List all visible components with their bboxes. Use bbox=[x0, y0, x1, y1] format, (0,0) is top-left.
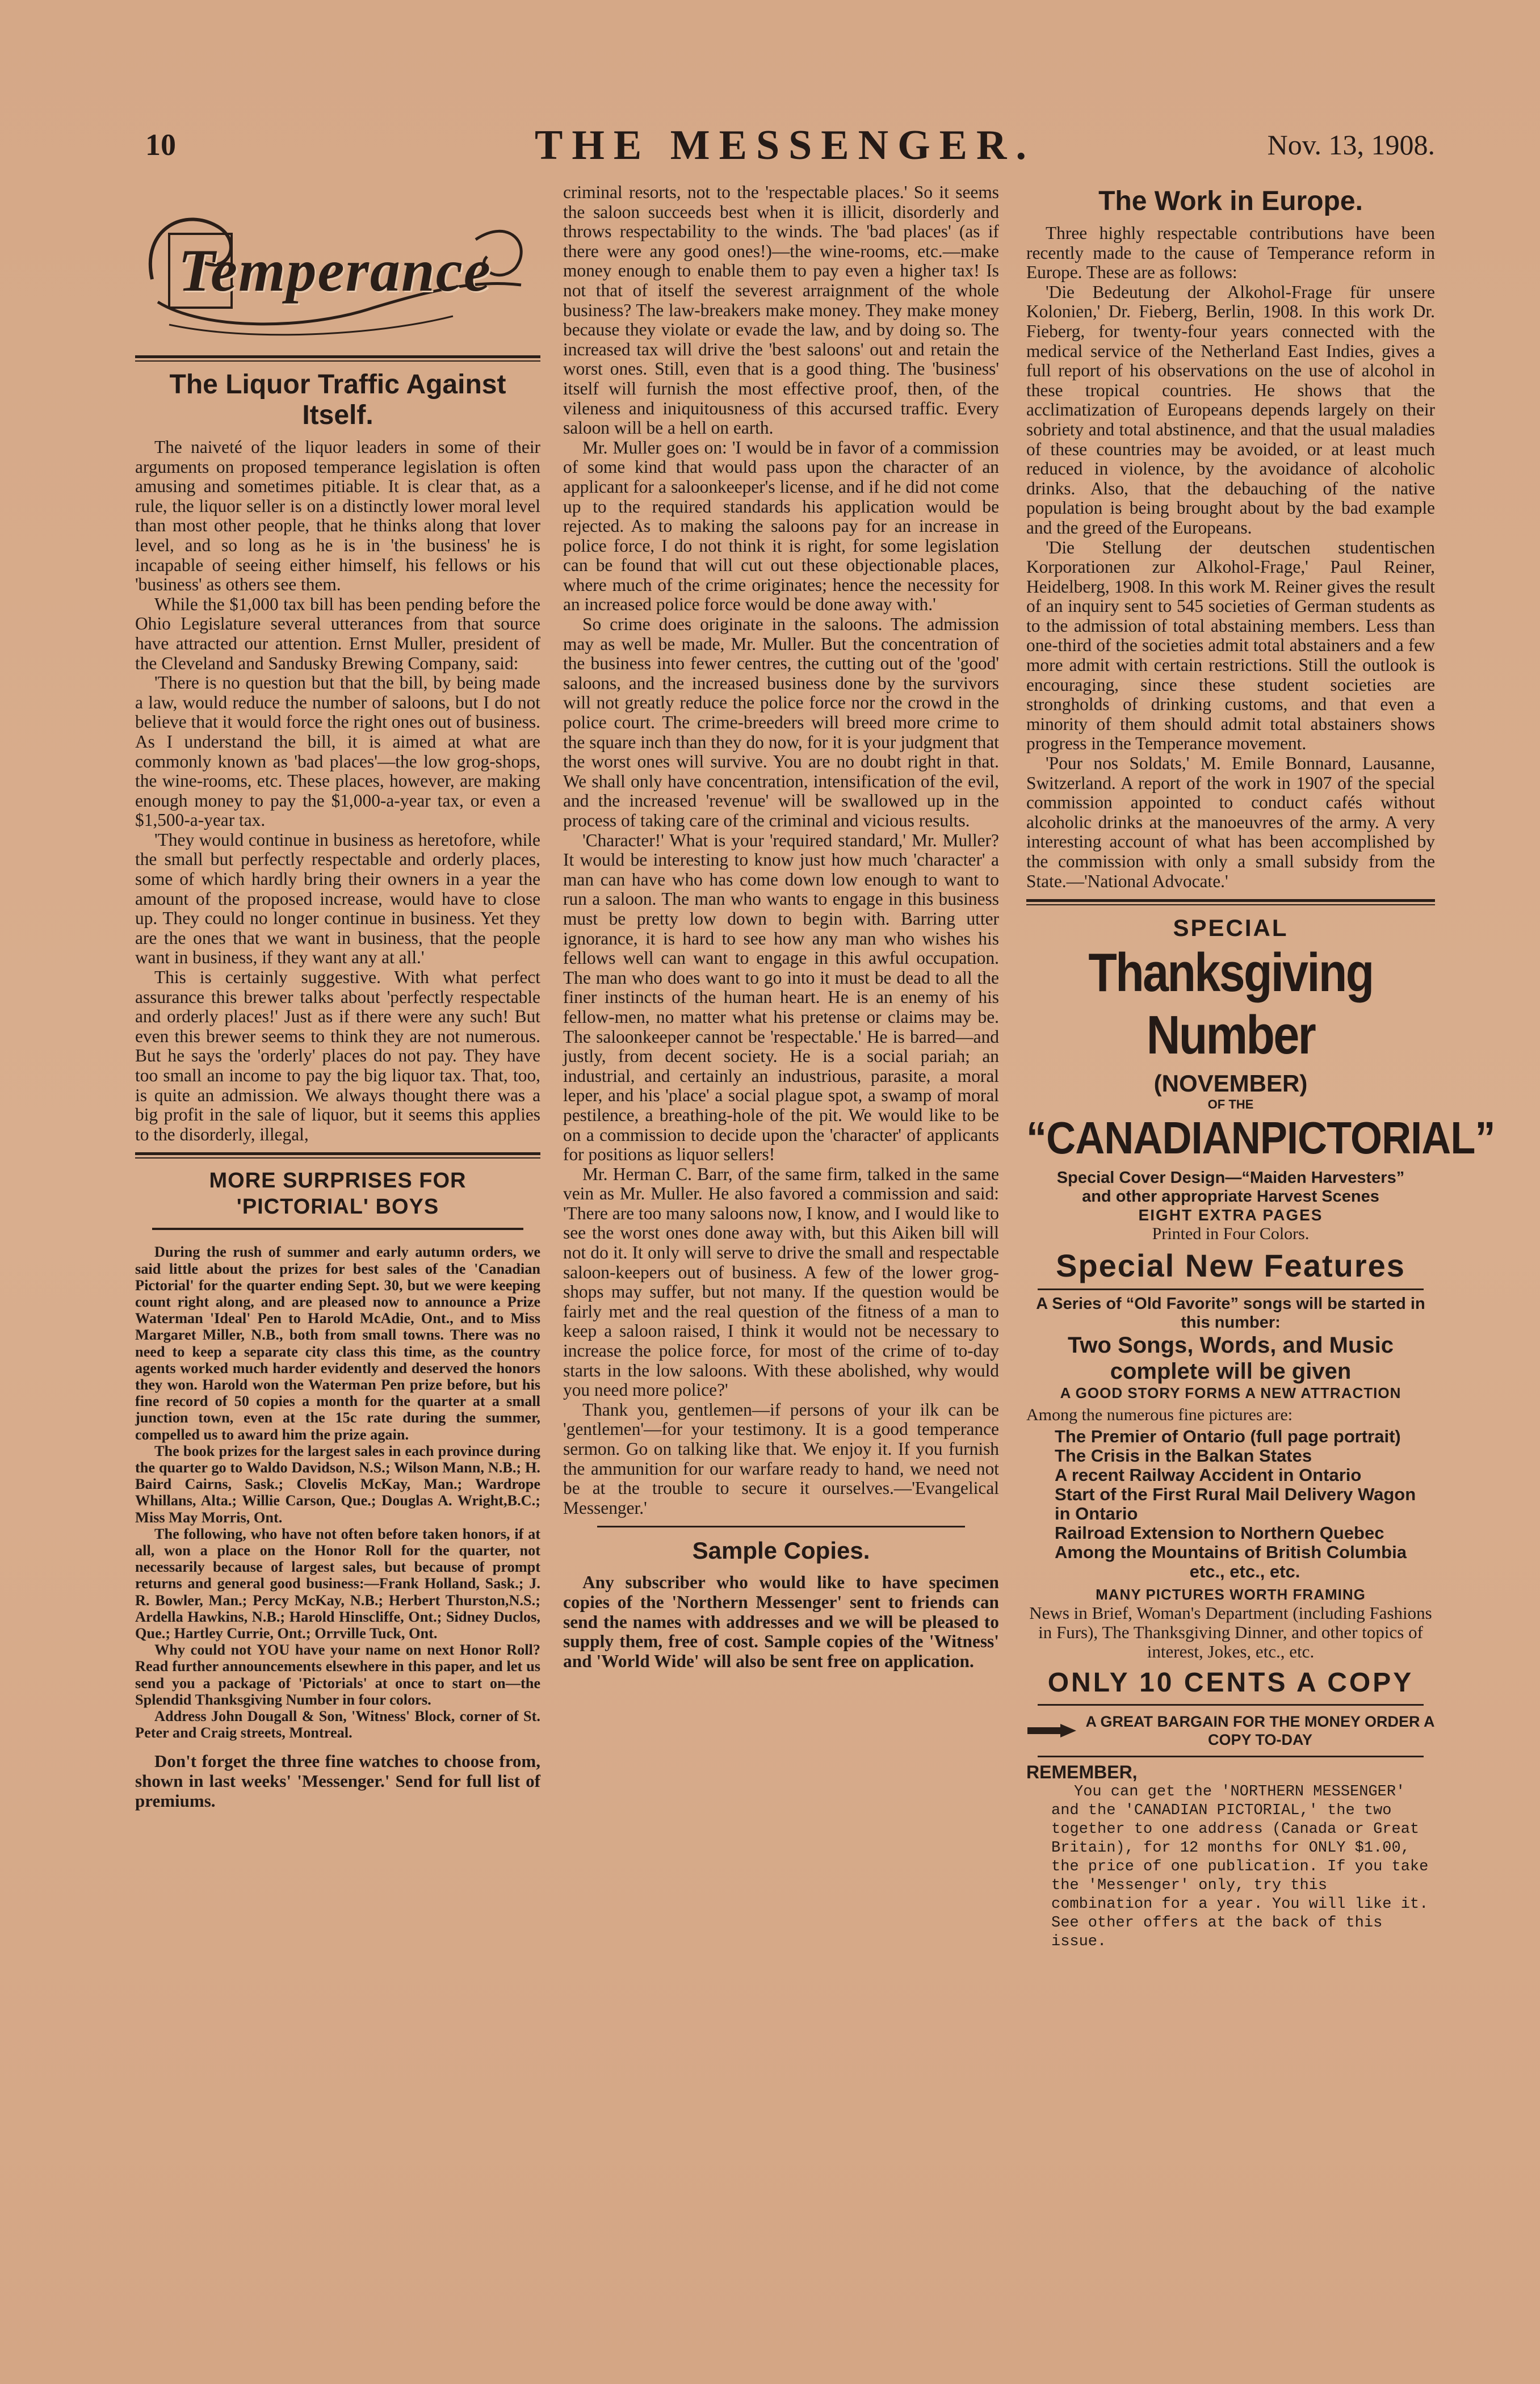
premiums-note bbox=[135, 1751, 540, 1811]
ad-november: (NOVEMBER) bbox=[1153, 1070, 1308, 1097]
paragraph: Mr. Herman C. Barr, of the same firm, talked in the same vein as Mr. Muller. He also favored a commission and said: 'There are too many saloons now, I know, and I would like to see the worst ones done away with, but this Aiken bill will not do it. It only will serve to drive the small and respectable saloon-keepers out of business. A few of the lower grog-shops may suffer, but not many. If the question would be fairly met and the real question of the fitness of a man to keep a saloon raised, I think it would not be necessary to increase the police force, for most of the crime of to-day starts in the low saloons. With these abolished, why would you need more police?' bbox=[563, 1164, 999, 1400]
surprises-title-line2: 'PICTORIAL' BOYS bbox=[236, 1195, 439, 1219]
issue-date: Nov. 13, 1908. bbox=[1267, 129, 1435, 161]
europe-body bbox=[1026, 224, 1435, 891]
ad-extra-pages: EIGHT EXTRA PAGES bbox=[1138, 1206, 1323, 1224]
list-item: The Premier of Ontario (full page portrait) bbox=[1055, 1426, 1401, 1447]
paragraph: 'Pour nos Soldats,' M. Emile Bonnard, Lausanne, Switzerland. A report of the work in 1907 of the special commission appointed to conduct cafés without alcoholic drinks at the manoeuvres of the army. A very interesting account of what has been accomplished by the commission with only a small subsidy from the State.—'National Advocate.' bbox=[1026, 753, 1435, 891]
paragraph: criminal resorts, not to the 'respectable places.' So it seems the saloon succeeds best when it is illicit, disorderly and throws respectability to the winds. The 'bad places' (as if there were any good ones!)—the wine-rooms, etc.—make money enough to enable them to pay even a higher tax! Is not that of itself the severest arraignment of the whole business? The law-breakers make money. They make money because they violate or evade the law, and by doing so. The increased tax will drive the 'best saloons' out and retain the worst ones. Still, even that is a good thing. The 'business' itself will furnish the most effective proof, then, of the vileness and iniquitousness of this accursed traffic. Every saloon will be a hell on earth. bbox=[563, 182, 999, 438]
ad-special: SPECIAL bbox=[1173, 914, 1289, 942]
divider bbox=[1038, 1288, 1424, 1290]
paragraph: 'Die Stellung der deutschen studentischen Korporationen zur Alkohol-Frage,' Paul Reiner, Heidelberg, 1908. In this work M. Reiner gives the result of an inquiry sent to 545 societies of German students as to the admission of total abstaining members. Less than one-third of the societies admit total abstainers and a few more admit with certain restrictions. Still the outlook is encouraging, since these student societies are strongholds of drinking customs, and that even a minority of them should admit total abstainers shows progress in the Temperance movement. bbox=[1026, 537, 1435, 754]
ad-picture-list bbox=[1026, 1427, 1435, 1581]
paragraph: Any subscriber who would like to have specimen copies of the 'Northern Messenger' sent to friends can send the names with addresses and we will be pleased to supply them, free of cost. Sample copies of the 'Witness' and 'World Wide' will also be sent free on application. bbox=[563, 1572, 999, 1671]
divider bbox=[1038, 1756, 1424, 1757]
page-number: 10 bbox=[145, 128, 176, 162]
paragraph: 'Character!' What is your 'required standard,' Mr. Muller? It would be interesting to know just how much 'character' a man can have who has come down low enough to want to run a saloon. The man who wants to engage in this business must be pretty low down to begin with. Barring utter ignorance, it is hard to see how any man who wishes his fellows well can want to engage in this awful occupation. The man who does want to go into it must be dead to all the finer instincts of the human heart. He is an enemy of his fellow-men, no matter what his pretense or claims may be. The saloonkeeper cannot be 'respectable.' He is barred—and justly, from decent society. He is a social pariah; an industrial, and certainly an industrious, parasite, a moral leper, and his 'place' a social plague spot, a swamp of moral pestilence, a breathing-hole of the pit. We would like to be on a commission to decide upon the 'character' of applicants for positions as liquor sellers! bbox=[563, 830, 999, 1165]
paragraph: You can get the 'NORTHERN MESSENGER' and the 'CANADIAN PICTORIAL,' the two together to one address (Canada or Great Britain), for 12 months for ONLY $1.00, the price of one publication. If you take the 'Messenger' only, try this combination for a year. You will like it. See other offers at the back of this issue. bbox=[1051, 1783, 1429, 1951]
remember-offer bbox=[1026, 1783, 1435, 1951]
paragraph: 'Die Bedeutung der Alkohol-Frage für unsere Kolonien,' Dr. Fieberg, Berlin, 1908. In this work Dr. Fieberg, for twenty-four years connected with the medical service of the Netherland East Indies, gives a full report of his observations on the use of alcohol in these tropical countries. He shows that the acclimatization of Europeans depends largely on their sobriety and total abstinence, and that the usual maladies of these countries may be avoided, or at least much reduced in violence, by the avoidance of alcoholic drinks. Also, that the debauching of the native population is being brought about by the bad example and the greed of the Europeans. bbox=[1026, 282, 1435, 538]
ad-printed: Printed in Four Colors. bbox=[1152, 1224, 1310, 1244]
divider bbox=[1026, 899, 1435, 905]
list-item: The Crisis in the Balkan States bbox=[1055, 1446, 1312, 1466]
column-left bbox=[135, 183, 540, 2367]
paragraph: Don't forget the three fine watches to choose from, shown in last weeks' 'Messenger.' Send for full list of premiums. bbox=[135, 1751, 540, 1811]
thanksgiving-advertisement bbox=[1026, 914, 1495, 1757]
divider bbox=[135, 355, 540, 362]
liquor-article-continuation bbox=[563, 183, 999, 1518]
ad-news: News in Brief, Woman's Department (including Fashions in Furs), The Thanksgiving Dinner, and other topics of interest, Jokes, etc., etc. bbox=[1029, 1603, 1432, 1662]
ad-bargain-text: A GREAT BARGAIN FOR THE MONEY ORDER A COPY TO-DAY bbox=[1085, 1713, 1435, 1749]
ad-pictorial: “CANADIANPICTORIAL” bbox=[1026, 1113, 1495, 1164]
paragraph: 'There is no question but that the bill, by being made a law, would reduce the number of saloons, but I do not believe that it would force the right ones out of business. As I understand the bill, it is aimed at what are commonly known as 'bad places'—the low grog-shops, the wine-rooms, etc. These places, however, are making enough money to pay the $1,000-a-year tax, or even a $1,500-a-year tax. bbox=[135, 673, 540, 830]
ad-series: A Series of “Old Favorite” songs will be started in this number: bbox=[1036, 1295, 1425, 1332]
paragraph: Address John Dougall & Son, 'Witness' Block, corner of St. Peter and Craig streets, Montreal. bbox=[135, 1708, 540, 1741]
liquor-article-title: The Liquor Traffic Against Itself. bbox=[169, 370, 506, 430]
surprises-title bbox=[135, 1168, 540, 1220]
list-item: Railroad Extension to Northern Quebec bbox=[1055, 1523, 1384, 1543]
divider bbox=[597, 1526, 965, 1527]
paragraph: The naiveté of the liquor leaders in some of their arguments on proposed temperance legislation is often amusing and sometimes pitiable. It is clear that, as a rule, the liquor seller is on a distinctly lower moral level than most other people, that he thinks along that lover level, and so long as he is in 'the business' he is incapable of seeing either himself, his fellows or his 'business' as others see them. bbox=[135, 437, 540, 595]
ad-features: Special New Features bbox=[1056, 1248, 1405, 1284]
paragraph: 'They would continue in business as heretofore, while the small but perfectly respectable and orderly places, some of which hardly bring their owners in a year the amount of the proposed increase, would have to close up. They could no longer continue in business. Yet they are the ones that we want in business, that the people want in business, if they want any at all.' bbox=[135, 829, 540, 968]
ad-bargain bbox=[1026, 1713, 1435, 1749]
surprises-body bbox=[135, 1244, 540, 1741]
liquor-article-body bbox=[135, 438, 540, 1144]
ad-of-the: OF THE bbox=[1207, 1097, 1254, 1112]
paragraph: So crime does originate in the saloons. The admission may as well be made, Mr. Muller. But the concentration of the business into fewer centres, the cutting out of the 'good' saloons, and the increased business done by the survivors will not greatly reduce the police force nor the crowd in the police court. The crime-breeders will breed more crime to the square inch than they do now, for it is your judgment that the worst ones will survive. You are no doubt right in that. We shall only have concentration, intensification of the evil, and the increased 'revenue' will be swallowed up in the process of taking care of the criminal and vicious results. bbox=[563, 614, 999, 830]
ad-price: ONLY 10 CENTS A COPY bbox=[1047, 1668, 1414, 1698]
surprises-title-line1: MORE SURPRISES FOR bbox=[209, 1169, 467, 1193]
ad-cover: Special Cover Design—“Maiden Harvesters” bbox=[1056, 1169, 1405, 1187]
masthead bbox=[135, 119, 1435, 169]
paragraph: The following, who have not often before taken honors, if at all, won a place on the Honor Roll for the quarter, not necessarily because of largest sales, but because of prompt returns and general good business:—Frank Holland, Sask.; J. R. Bowler, Man.; Percy McKay, N.B.; Herbert Thurston,N.S.; Ardella Hawkins, N.B.; Harold Hinscliffe, Ont.; Sidney Duclos, Que.; Hartley Currie, Ont.; Orrville Tuck, Ont. bbox=[135, 1525, 540, 1642]
ad-among: Among the numerous fine pictures are: bbox=[1026, 1405, 1293, 1425]
divider bbox=[1038, 1704, 1424, 1706]
ad-cover-scenes: and other appropriate Harvest Scenes bbox=[1082, 1187, 1379, 1206]
ad-songs: Two Songs, Words, and Music complete will be given bbox=[1067, 1333, 1394, 1384]
paragraph: The book prizes for the largest sales in each province during the quarter go to Waldo Davidson, N.S.; Wilson Mann, N.B.; H. Baird Cairns, Sask.; Clovelis McKay, Man.; Wardrope Whillans, Alta.; Willie Carson, Que.; Douglas A. Wright,B.C.; Miss May Morris, Ont. bbox=[135, 1442, 540, 1526]
ad-framing: MANY PICTURES WORTH FRAMING bbox=[1096, 1586, 1366, 1604]
paragraph: Mr. Muller goes on: 'I would be in favor of a commission of some kind that would pass upon the character of an applicant for a saloonkeeper's license, and if he did not come up to the required standards his application would be rejected. As to making the saloons pay for an increase in police force, I do not think it is right, for some legislation can be found that will cut out these objectionable places, where much of the crime originates; hence the necessity for an increased police force would be done away with.' bbox=[563, 437, 999, 615]
column-right bbox=[1026, 183, 1495, 2367]
list-item: Start of the First Rural Mail Delivery Wagon in Ontario bbox=[1055, 1484, 1416, 1524]
paragraph: While the $1,000 tax bill has been pending before the Ohio Legislature several utterances from that source have attracted our attention. Ernst Muller, president of the Cleveland and Sandusky Brewing Company, said: bbox=[135, 594, 540, 673]
paragraph: During the rush of summer and early autumn orders, we said little about the prizes for best sales of the 'Canadian Pictorial' for the quarter ending Sept. 30, but we were keeping count right along, and are pleased now to announce a Prize Waterman 'Ideal' Pen to Harold McAdie, Ont., and to Miss Margaret Miller, N.B., both from small towns. There was no need to keep a separate city class this time, as the country agents worked much harder evidently and deserved the honors they won. Harold won the Waterman Pen prize before, but his fine record of 50 copies a month for the quarter at a small junction town, even at the 15c rate during the summer, compelled us to award him the prize again. bbox=[135, 1244, 540, 1443]
europe-title: The Work in Europe. bbox=[1098, 186, 1363, 216]
ad-thanksgiving: Thanksgiving Number bbox=[1088, 942, 1373, 1066]
column-middle bbox=[563, 183, 999, 2367]
sample-copies-title: Sample Copies. bbox=[692, 1537, 870, 1564]
newspaper-title: THE MESSENGER. bbox=[535, 122, 1035, 169]
paragraph: This is certainly suggestive. With what perfect assurance this brewer talks about 'perfectly respectable and orderly places!' Just as if there were any such! But even this brewer seems to think they are not numerous. But he says the 'orderly' places do not pay. They have too small an income to pay the big liquor tax. That, too, is quite an admission. We always thought there was a big profit in the sale of liquor, but it seems this applies to the disorderly, illegal, bbox=[135, 967, 540, 1144]
paragraph: Why could not YOU have your name on next Honor Roll? Read further announcements elsewhere in this paper, and let us send you a package of 'Pictorials' at once to start on—the Splendid Thanksgiving Number in four colors. bbox=[135, 1642, 540, 1708]
divider bbox=[135, 1152, 540, 1159]
list-item: A recent Railway Accident in Ontario bbox=[1055, 1465, 1362, 1485]
pointing-hand-icon bbox=[1026, 1719, 1077, 1742]
divider bbox=[152, 1228, 523, 1230]
temperance-banner bbox=[135, 194, 540, 347]
remember-heading: REMEMBER, bbox=[1026, 1762, 1138, 1783]
temperance-heading: Temperance bbox=[178, 237, 492, 304]
list-item: etc., etc., etc. bbox=[1189, 1562, 1300, 1582]
paragraph: Three highly respectable contributions have been recently made to the cause of Temperance reform in Europe. These are as follows: bbox=[1026, 223, 1435, 283]
paragraph: Thank you, gentlemen—if persons of your ilk can be 'gentlemen'—for your testimony. It is a good temperance sermon. Go on talking like that. We enjoy it. If you furnish the ammunition for our warfare ready to hand, we need not be at the trouble to secure it ourselves.—'Evangelical Messenger.' bbox=[563, 1399, 999, 1518]
list-item: Among the Mountains of British Columbia bbox=[1055, 1542, 1407, 1563]
ad-story: A GOOD STORY FORMS A NEW ATTRACTION bbox=[1060, 1384, 1401, 1402]
